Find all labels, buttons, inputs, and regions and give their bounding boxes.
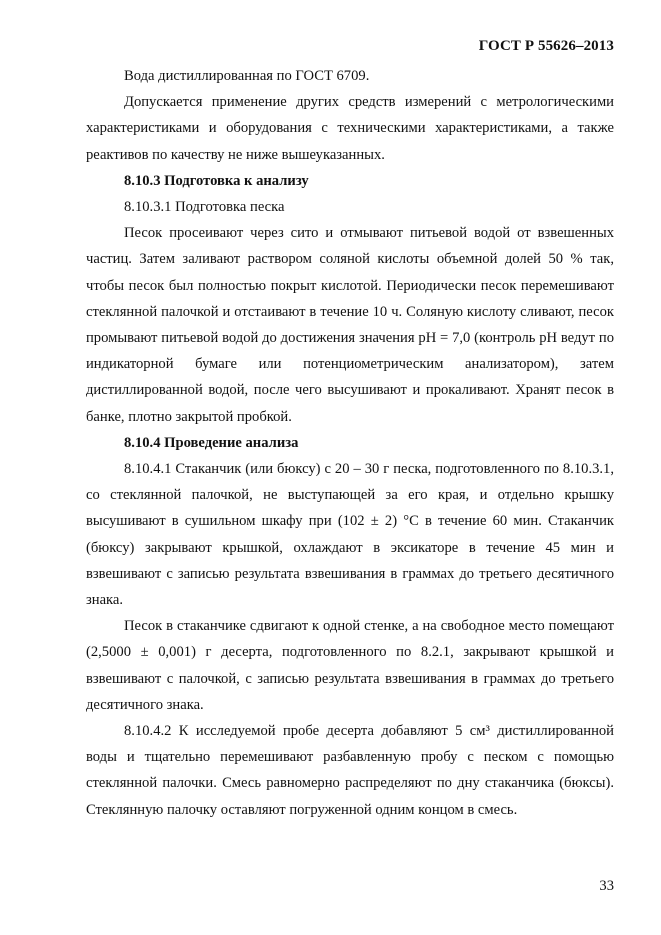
page-number: 33 <box>599 878 614 894</box>
paragraph-water-reference: Вода дистиллированная по ГОСТ 6709. <box>124 68 370 84</box>
document-body <box>86 63 614 823</box>
paragraph-sand-preparation: Песок просеивают через сито и отмывают питьевой водой от взвешенных частиц. Затем заливают раствором соляной кислоты объемной долей 50 % так, чтобы песок был полностью покрыт кислотой. Периодически песок перемешивают стеклянной палочкой и отстаивают в течение 10 ч. Соляную кислоту сливают, песок промывают питьевой водой до достижения значения рН = 7,0 (контроль рН ведут по индикаторной бумаге или потенциометрическим анализатором), затем дистиллированной водой, после чего высушивают и прокаливают. Хранят песок в банке, плотно закрытой пробкой. <box>86 225 614 425</box>
document-standard-number: ГОСТ Р 55626–2013 <box>478 38 614 54</box>
paragraph-beaker-drying: 8.10.4.1 Стаканчик (или бюксу) с 20 – 30 г песка, подготовленного по 8.10.3.1, со стеклянной палочкой, не выступающей за его края, и отдельно крышку высушивают в сушильном шкафу при (102 ± 2) °С в течение 60 мин. Стаканчик (бюксу) закрывают крышкой, охлаждают в эксикаторе в течение 45 мин и взвешивают с записью результата взвешивания в граммах до третьего десятичного знака. <box>86 461 614 609</box>
paragraph-alternative-instruments: Допускается применение других средств измерений с метрологическими характеристиками и оборудования с техническими характеристиками, а также реактивов по качеству не ниже вышеуказанных. <box>86 94 614 163</box>
paragraph-water-addition: 8.10.4.2 К исследуемой пробе десерта добавляют 5 см³ дистиллированной воды и тщательно перемешивают разбавленную пробу с песком с помощью стеклянной палочки. Смесь равномерно распределяют по дну стаканчика (бюксы). Стеклянную палочку оставляют погруженной одним концом в смесь. <box>86 723 614 818</box>
subsection-heading-sand-preparation: 8.10.3.1 Подготовка песка <box>124 199 285 216</box>
paragraph-sample-weighing: Песок в стаканчике сдвигают к одной стенке, а на свободное место помещают (2,5000 ± 0,001) г десерта, подготовленного по 8.2.1, закрывают крышкой и взвешивают с палочкой, с записью результата взвешивания в граммах до третьего десятичного знака. <box>86 618 614 713</box>
section-heading-analysis: 8.10.4 Проведение анализа <box>124 434 299 451</box>
section-heading-preparation: 8.10.3 Подготовка к анализу <box>124 172 309 189</box>
